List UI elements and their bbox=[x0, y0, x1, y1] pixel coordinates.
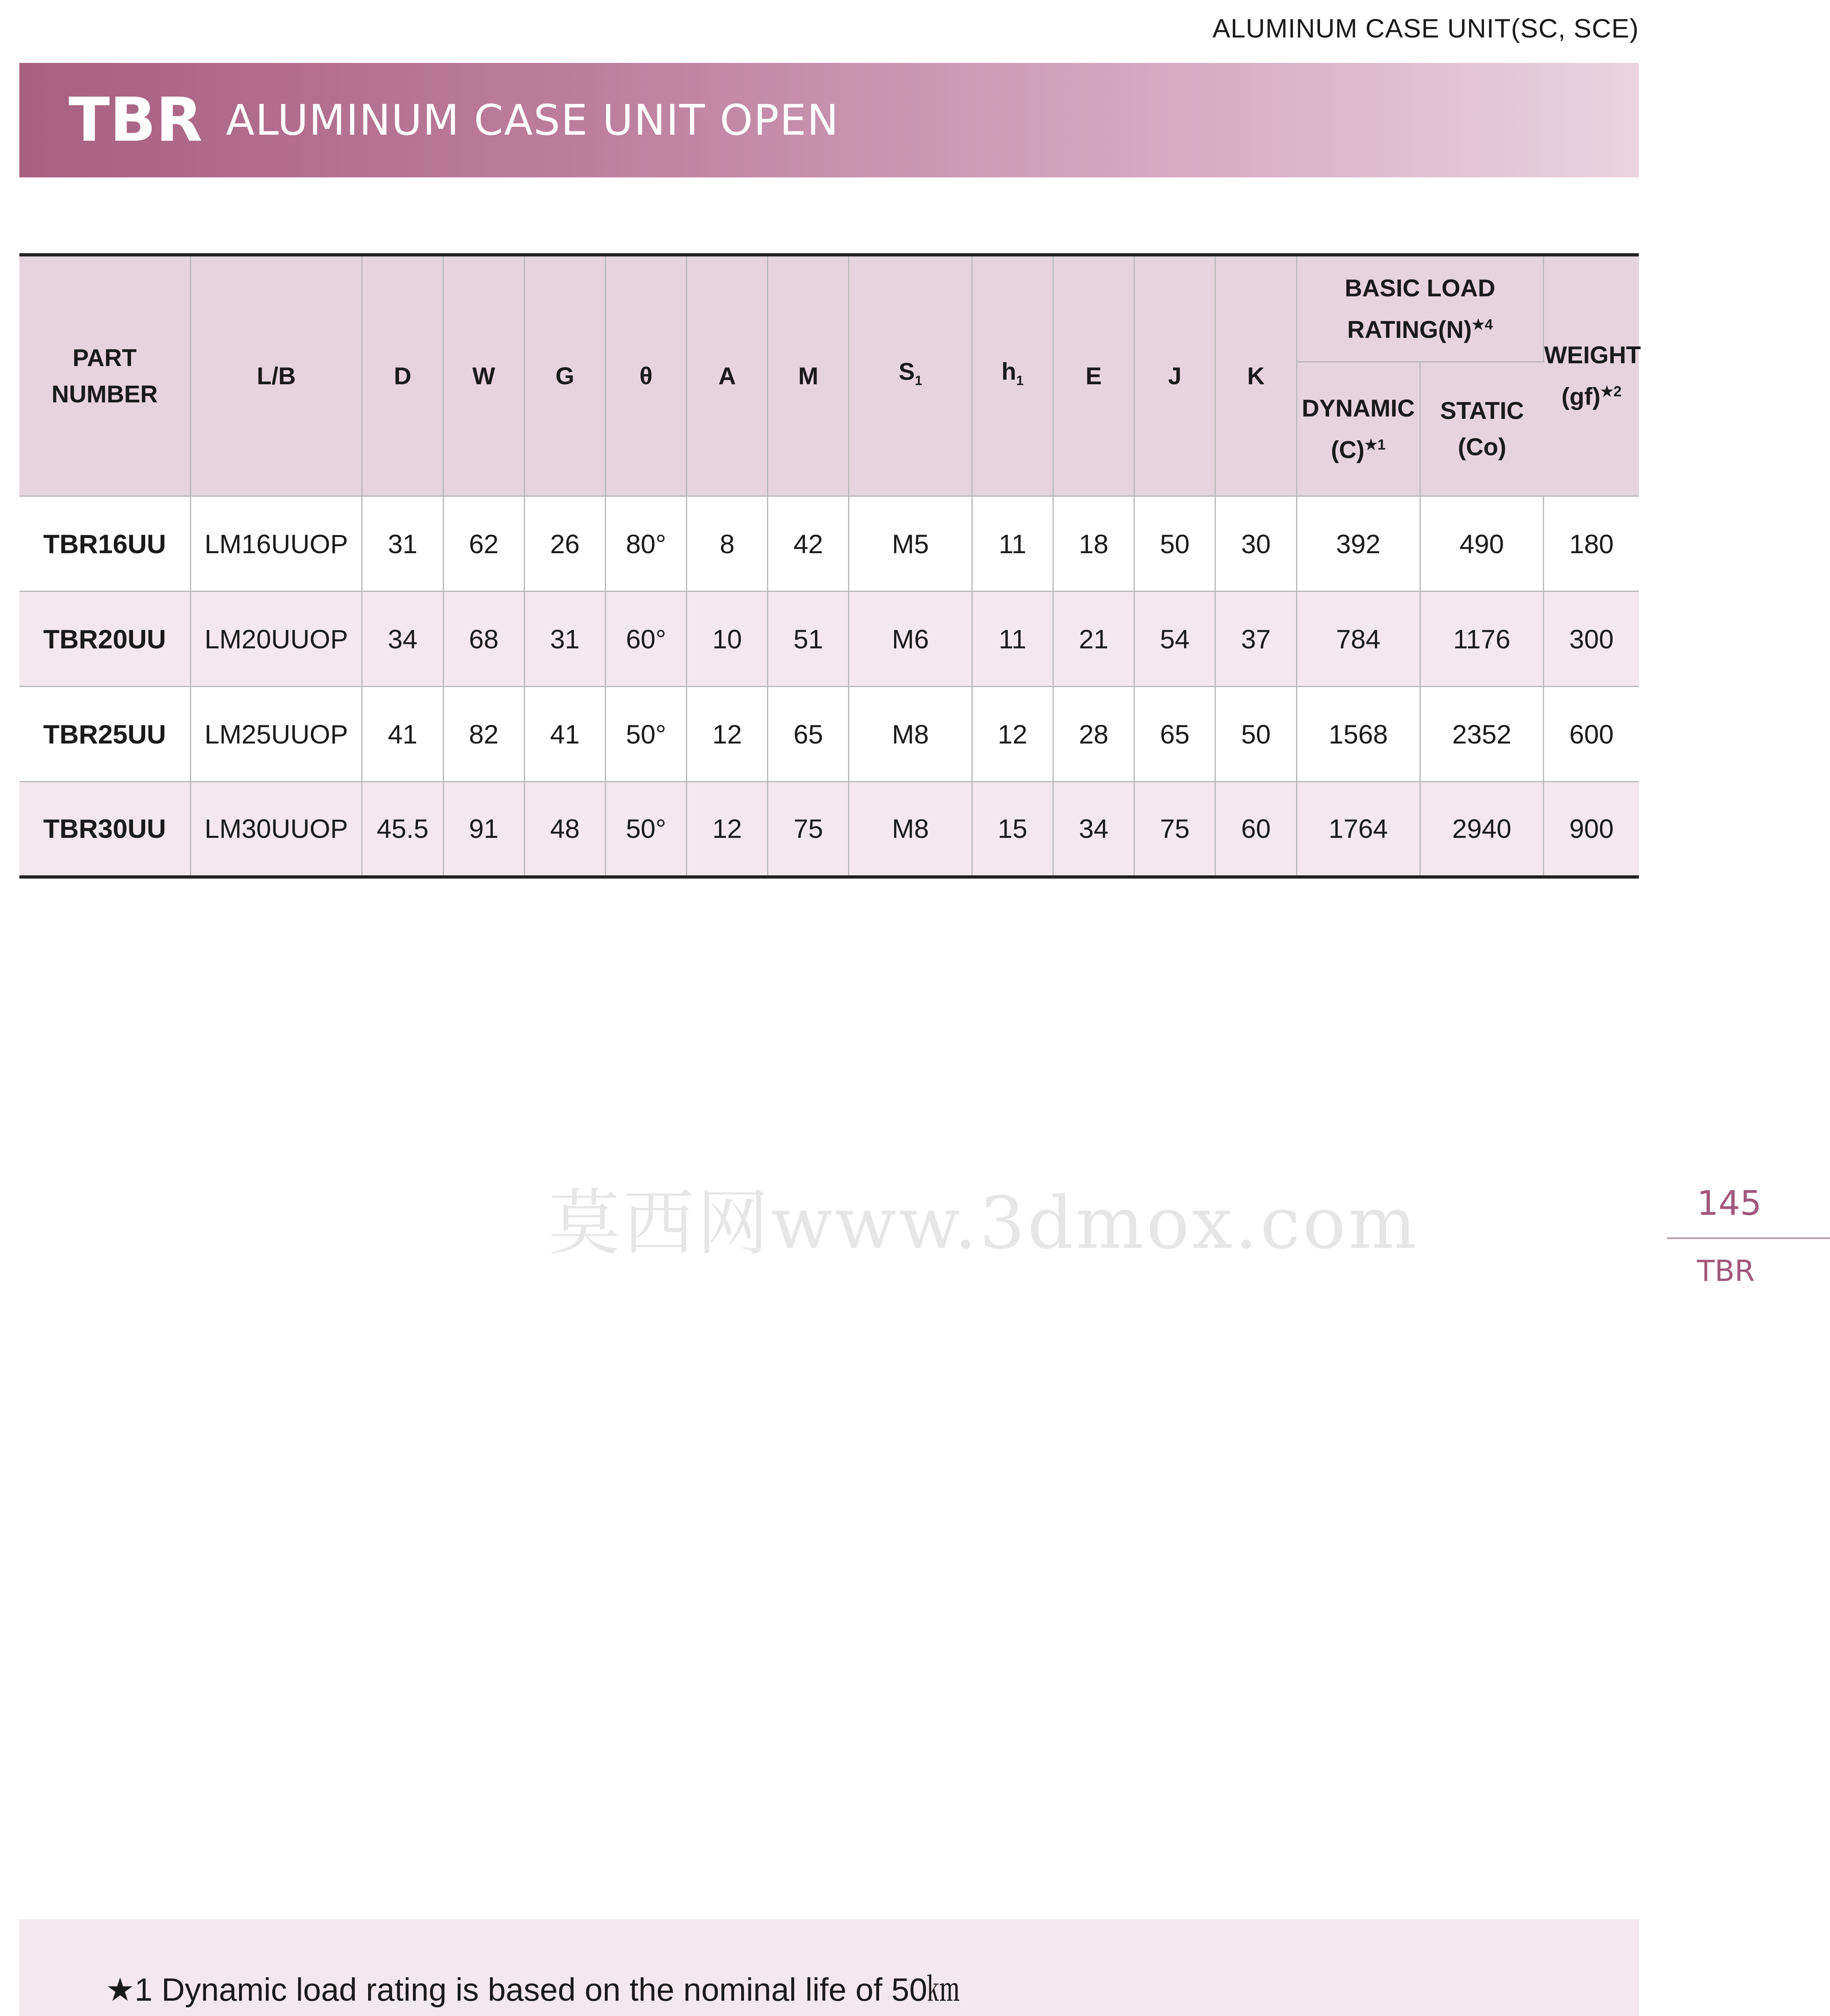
cell-k: 30 bbox=[1215, 496, 1296, 591]
cell-w: 62 bbox=[443, 496, 524, 591]
cell-a: 12 bbox=[687, 782, 768, 877]
header-a: A bbox=[687, 255, 768, 496]
header-lb: L/B bbox=[190, 255, 362, 496]
header-m: M bbox=[768, 255, 849, 496]
header-d: D bbox=[362, 255, 443, 496]
side-divider bbox=[1667, 1237, 1830, 1239]
cell-h1: 12 bbox=[972, 687, 1053, 782]
cell-s1: M5 bbox=[849, 496, 972, 591]
watermark: 莫西网www.3dmox.com bbox=[548, 1181, 1419, 1265]
cell-m: 65 bbox=[768, 687, 849, 782]
cell-dynamic: 392 bbox=[1296, 496, 1420, 591]
cell-j: 75 bbox=[1134, 782, 1215, 877]
cell-g: 41 bbox=[524, 687, 605, 782]
cell-weight: 900 bbox=[1544, 782, 1639, 877]
cell-k: 60 bbox=[1215, 782, 1296, 877]
cell-e: 18 bbox=[1053, 496, 1134, 591]
cell-m: 42 bbox=[768, 496, 849, 591]
cell-lb: LM20UUOP bbox=[190, 591, 362, 687]
header-j: J bbox=[1134, 255, 1215, 496]
cell-dynamic: 784 bbox=[1296, 591, 1420, 687]
cell-g: 48 bbox=[524, 782, 605, 877]
header-basic-load-rating: BASIC LOAD $RATING(N)^{★4}$ bbox=[1296, 255, 1544, 362]
header-theta: θ bbox=[605, 255, 686, 496]
title-banner bbox=[19, 63, 1639, 177]
cell-s1: M6 bbox=[849, 591, 972, 687]
header-h1: $h_1$ bbox=[972, 255, 1053, 496]
cell-part: TBR16UU bbox=[19, 496, 190, 591]
cell-e: 21 bbox=[1053, 591, 1134, 687]
cell-static: 490 bbox=[1420, 496, 1543, 591]
cell-theta: 80° bbox=[605, 496, 686, 591]
cell-part: TBR30UU bbox=[19, 782, 190, 877]
header-s1: $S_1$ bbox=[849, 255, 972, 496]
cell-a: 8 bbox=[687, 496, 768, 591]
header-w: W bbox=[443, 255, 524, 496]
cell-dynamic: 1568 bbox=[1296, 687, 1420, 782]
cell-k: 50 bbox=[1215, 687, 1296, 782]
cell-j: 50 bbox=[1134, 496, 1215, 591]
title-code: TBR bbox=[69, 85, 203, 155]
header-part-number: PART NUMBER bbox=[19, 255, 190, 496]
cell-static: 2940 bbox=[1420, 782, 1543, 877]
cell-a: 12 bbox=[687, 687, 768, 782]
table-row bbox=[19, 496, 1639, 591]
table-row bbox=[19, 687, 1639, 782]
cell-lb: LM25UUOP bbox=[190, 687, 362, 782]
cell-d: 45.5 bbox=[362, 782, 443, 877]
cell-lb: LM30UUOP bbox=[190, 782, 362, 877]
cell-weight: 300 bbox=[1544, 591, 1639, 687]
cell-j: 54 bbox=[1134, 591, 1215, 687]
notes-box bbox=[19, 1919, 1639, 2016]
cell-m: 51 bbox=[768, 591, 849, 687]
spec-table bbox=[19, 253, 1639, 879]
cell-g: 31 bbox=[524, 591, 605, 687]
cell-static: 1176 bbox=[1420, 591, 1543, 687]
header-g: G bbox=[524, 255, 605, 496]
cell-a: 10 bbox=[687, 591, 768, 687]
cell-s1: M8 bbox=[849, 782, 972, 877]
cell-weight: 180 bbox=[1544, 496, 1639, 591]
header-k: K bbox=[1215, 255, 1296, 496]
cell-g: 26 bbox=[524, 496, 605, 591]
cell-d: 34 bbox=[362, 591, 443, 687]
cell-static: 2352 bbox=[1420, 687, 1543, 782]
cell-e: 28 bbox=[1053, 687, 1134, 782]
cell-j: 65 bbox=[1134, 687, 1215, 782]
cell-w: 82 bbox=[443, 687, 524, 782]
cell-theta: 60° bbox=[605, 591, 686, 687]
cell-part: TBR25UU bbox=[19, 687, 190, 782]
header-static: STATIC (Co) bbox=[1420, 362, 1543, 496]
cell-lb: LM16UUOP bbox=[190, 496, 362, 591]
cell-theta: 50° bbox=[605, 687, 686, 782]
cell-h1: 15 bbox=[972, 782, 1053, 877]
header-e: E bbox=[1053, 255, 1134, 496]
cell-part: TBR20UU bbox=[19, 591, 190, 687]
cell-s1: M8 bbox=[849, 687, 972, 782]
side-label: TBR bbox=[1697, 1254, 1755, 1288]
header-dynamic: DYNAMIC $(C)^{★1}$ bbox=[1296, 362, 1420, 496]
note-line: ★1 Dynamic load rating is based on the nominal life of 50㎞ bbox=[106, 1972, 960, 2008]
cell-theta: 50° bbox=[605, 782, 686, 877]
cell-dynamic: 1764 bbox=[1296, 782, 1420, 877]
cell-e: 34 bbox=[1053, 782, 1134, 877]
cell-w: 91 bbox=[443, 782, 524, 877]
cell-h1: 11 bbox=[972, 591, 1053, 687]
cell-m: 75 bbox=[768, 782, 849, 877]
page-title: ALUMINUM CASE UNIT OPEN bbox=[226, 96, 840, 145]
cell-k: 37 bbox=[1215, 591, 1296, 687]
cell-w: 68 bbox=[443, 591, 524, 687]
cell-h1: 11 bbox=[972, 496, 1053, 591]
page-number: 145 bbox=[1697, 1183, 1762, 1223]
header-weight: WEIGHT (gf)$^{★2}$ bbox=[1544, 255, 1639, 496]
note-line bbox=[171, 2010, 1012, 2016]
cell-d: 41 bbox=[362, 687, 443, 782]
table-row bbox=[19, 591, 1639, 687]
section-header: ALUMINUM CASE UNIT(SC, SCE) bbox=[1212, 13, 1639, 43]
cell-weight: 600 bbox=[1544, 687, 1639, 782]
cell-d: 31 bbox=[362, 496, 443, 591]
table-row bbox=[19, 782, 1639, 877]
